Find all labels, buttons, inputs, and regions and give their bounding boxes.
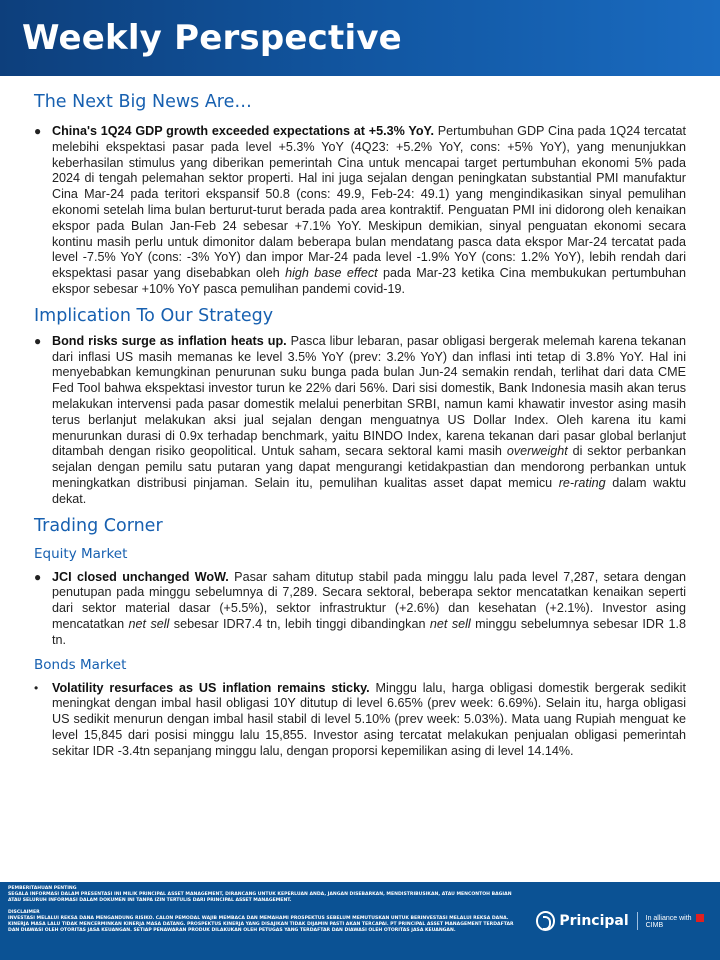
alliance-label: In alliance with [645, 914, 692, 922]
bullet-icon: ● [34, 124, 42, 138]
principal-logo-word: Principal [559, 913, 629, 929]
page-header [0, 0, 720, 76]
body-text: dalam waktu dekat. [52, 475, 686, 506]
paragraph-china-gdp [34, 124, 686, 298]
section-heading-trading-corner: Trading Corner [34, 515, 163, 536]
footer-legal-text [8, 886, 520, 934]
paragraph-jci [34, 570, 686, 649]
logo-divider [637, 912, 638, 930]
main-content [34, 88, 686, 760]
emphasis-text: re-rating [558, 475, 606, 490]
lead-bond-risks: Bond risks surge as inflation heats up. [52, 333, 287, 348]
subheading-bonds-market: Bonds Market [34, 656, 127, 673]
cimb-logo-icon [696, 914, 704, 922]
alliance-text [646, 914, 720, 929]
emphasis-text: overweight [506, 444, 568, 459]
notice-body: SEGALA INFORMASI DALAM PRESENTASI INI MILIK PRINCIPAL ASSET MANAGEMENT, DIRANCANG UNTUK KEPERLUAN ANDA, JANGAN DISEBARKAN, MENDISTRIBUSIKAN, ATAU MENCONTOH BAGIAN ATAU SELURUH INFORMASI DALAM DOKUMEN INI TANPA IZIN TERTULIS DARI PRINCIPAL ASSET MANAGEMENT. [8, 892, 512, 904]
page-footer [0, 882, 720, 960]
principal-logo [536, 908, 720, 934]
notice-title: PEMBERITAHUAN PENTING [8, 886, 77, 891]
paragraph-bond-risks [34, 334, 686, 508]
section-heading-implication: Implication To Our Strategy [34, 305, 274, 326]
disclaimer-body: INVESTASI MELALUI REKSA DANA MENGANDUNG RISIKO. CALON PEMODAL WAJIB MEMBACA DAN MEMAHAMI PROSPEKTUS SEBELUM MEMUTUSKAN UNTUK BERINVESTASI MELALUI REKSA DANA. KINERJA MASA LALU TIDAK MENCERMINKAN KINERJA MASA DATANG. PROSPEKTUS KINERJA YANG DISAJIKAN TIDAK DIJAMIN PASTI AKAN TERCAPAI. PT PRINCIPAL ASSET MANAGEMENT TERDAFTAR DAN DIAWASI OLEH OTORITAS JASA KEUANGAN. SETIAP PENAWARAN PRODUK DILAKUKAN OLEH PETUGAS YANG TERDAFTAR DAN DIAWASI OLEH OTORITAS JASA KEUANGAN. [8, 915, 514, 934]
emphasis-text: net sell [128, 616, 170, 631]
body-text: Pasar saham ditutup stabil pada minggu lalu pada level 7,287, setara dengan penutupan pada minggu sebelumnya di 7,289. Secara sektoral, beberapa sektor mencatatkan kenaikan seperti dari sektor material dasar (+5.5%), sektor infrastruktur (+2.6%) dan kesehatan (+2.1%). Investor asing mencatatkan [52, 569, 687, 631]
lead-volatility: Volatility resurfaces as US inflation remains sticky. [52, 680, 370, 695]
lead-jci: JCI closed unchanged WoW. [52, 569, 229, 584]
disclaimer-title: DISCLAIMER [8, 909, 40, 915]
body-text: Pasca libur lebaran, pasar obligasi bergerak melemah karena tekanan dari inflasi US masih memanas ke level 3.5% YoY (prev: 3.2% YoY) dan inflasi inti tetap di 3.8% YoY. Hal ini menyebabkan kemungkinan penurunan suku bunga pada bulan Jun-24 semakin rendah, terlihat dari data CME Fed Tool bahwa ekspektasi investor turun ke 22% dari 56%. Dari sisi domestik, Bank Indonesia masih akan terus melakukan intervensi pada pasar domestik melalui penerbitan SRBI, namun kami khawatir investor asing masih terus berlanjut melakukan aksi jual sejalan dengan menguatnya US Dollar Index. Oleh karena itu kami menurunkan durasi di 0.9x terhadap benchmark, yaitu BINDO Index, karena tekanan dari pasar global berlanjut ditambah dengan risiko geopolitical. Untuk saham, secara sektoral kami masih [52, 333, 686, 459]
subheading-equity-market: Equity Market [34, 545, 128, 562]
bullet-icon: ● [34, 333, 42, 348]
page-title: Weekly Perspective [22, 18, 402, 58]
principal-logo-icon [536, 911, 555, 931]
cimb-label: CIMB [645, 921, 664, 929]
body-text: Pertumbuhan GDP Cina pada 1Q24 tercatat melebihi ekspektasi pasar pada level +5.3% YoY (4Q23: +5.2% YoY, cons: +5% YoY), yang menunjukkan keberhasilan stimulus yang diberikan pemerintah Cina untuk mencapai target pertumbuhan ekonomi 5% pada 2024 di tengah pelemahan sektor properti. Hal ini juga sejalan dengan peningkatan substantial PMI manufaktur Cina Mar-24 pada teritori ekspansif 50.8 (cons: 49.9, Feb-24: 49.1) yang mengindikasikan sinyal pemulihan ekonomi setelah lima bulan berturut-turut berada pada area kontraktif. Penguatan PMI ini didorong oleh kenaikan ekspor pada Bulan Jan-Feb 24 sebesar +7.1% YoY. Meskipun demikian, sinyal penguatan ekonomi secara kontinu masih perlu untuk dimonitor dalam beberapa bulan mendatang pasca data ekspor Mar-24 tercatat pada level -7.5% YoY (cons: -3% YoY) dan impor Mar-24 pada level -1.9% YoY (cons: 1.2% YoY), lebih rendah dari ekspektasi pasar yang disebabkan oleh [52, 124, 686, 281]
lead-china-gdp: China's 1Q24 GDP growth exceeded expectations at +5.3% YoY. [52, 124, 435, 138]
emphasis-text: net sell [429, 616, 471, 631]
body-text: minggu sebelumnya sebesar IDR 1.8 tn. [52, 616, 687, 647]
section-heading-next-big-news: The Next Big News Are… [34, 92, 252, 112]
bullet-icon: ● [34, 569, 42, 584]
emphasis-text: high base effect [285, 266, 378, 281]
bullet-icon: • [34, 680, 39, 695]
body-text: Minggu lalu, harga obligasi domestik bergerak sedikit meningkat dengan imbal hasil obligasi 10Y ditutup di level 6.65% (prev week: 6.69%). Selain itu, harga obligasi US sedikit menurun dengan imbal hasil stabil di level 5.10% (prev week: 5.03%). Mata uang Rupiah menguat ke level 15,845 dari posisi minggu lalu 15,855. Investor asing tercatat melakukan penjualan obligasi pemerintah sekitar IDR -3.4tn sepanjang minggu lalu, dengan proporsi kepemilikan asing di level 14.14%. [52, 680, 686, 758]
body-text: pada Mar-23 ketika Cina membukukan pertumbuhan ekspor sebesar +10% YoY pasca pemulihan pandemi covid-19. [52, 266, 687, 296]
body-text: sebesar IDR7.4 tn, lebih tinggi dibandingkan [169, 616, 430, 631]
paragraph-volatility [34, 681, 686, 760]
body-text: di sektor perbankan sejalan dengan pemilu satu putaran yang dapat mengurangi ketidakpastian dan mendorong perbankan untuk meningkatkan distribusi pinjaman. Selain itu, pemulihan kualitas asset dapat memicu [52, 444, 686, 490]
